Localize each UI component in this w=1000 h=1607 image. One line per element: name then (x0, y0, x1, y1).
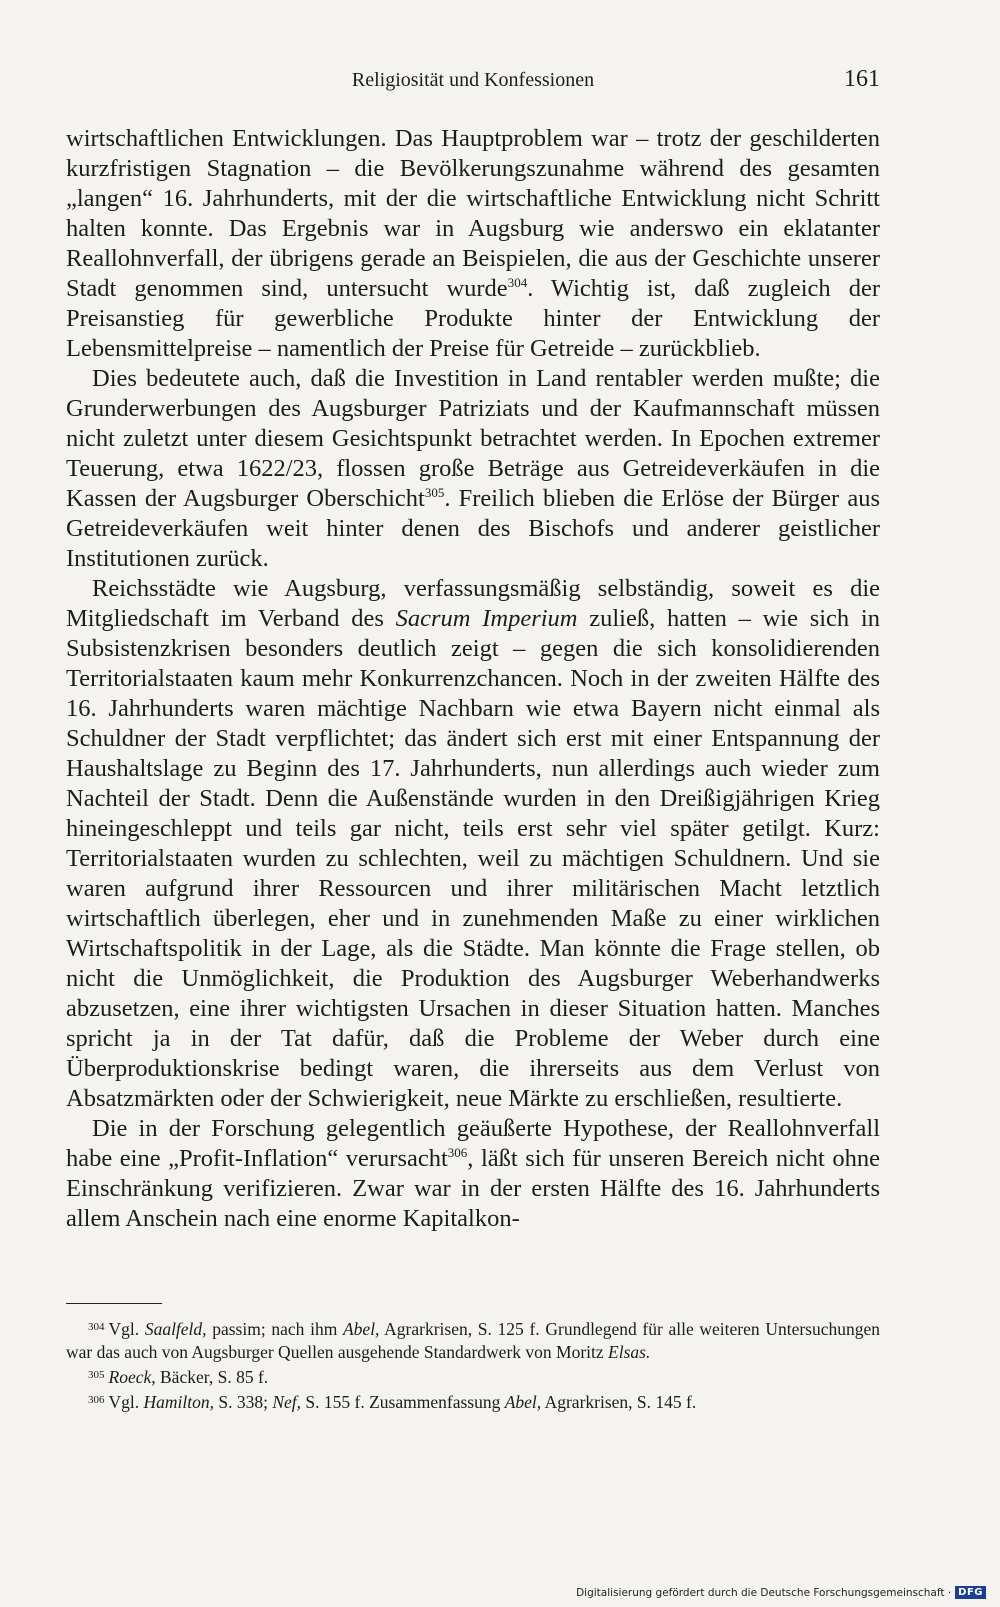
footnotes (66, 1316, 880, 1414)
footnote-text: Vgl. (108, 1392, 144, 1412)
footnote-author: Elsas. (608, 1342, 651, 1362)
footnote-divider (66, 1303, 162, 1304)
paragraph-1-tail: . Wichtig ist, daß zugleich der Preisanstieg für gewerbliche Produkte hinter der Entwicklung der Lebensmittelpreise – namentlich der Preise für Getreide – zurückblieb. (66, 275, 880, 362)
footnote-author: Abel, (342, 1319, 380, 1339)
paragraph-4-tail: , läßt sich für unseren Bereich nicht ohne Einschränkung verifizieren. Zwar war in der ersten Hälfte des 16. Jahrhunderts allem Anschein nach eine enorme Kapitalkon- (66, 1145, 880, 1232)
footnote-author: Saalfeld, (144, 1319, 207, 1339)
credit-text: Digitalisierung gefördert durch die Deutsche Forschungsgemeinschaft · (576, 1586, 952, 1599)
paragraph-2-text: Dies bedeutete auch, daß die Investition in Land rentabler werden mußte; die Grunderwerbungen des Augsburger Patriziats und der Kaufmannschaft müssen nicht zuletzt unter diesem Gesichtspunkt betrachtet werden. In Epochen extremer Teuerung, etwa 1622/23, flossen große Beträge aus Getreideverkäufen in die Kassen der Augsburger Oberschicht (66, 365, 880, 512)
footnote-text: passim; nach ihm (206, 1319, 343, 1339)
footnote-304 (66, 1316, 880, 1364)
footnote-ref-306: 306 (447, 1145, 468, 1160)
footnote-ref-304: 304 (507, 275, 528, 290)
footnote-ref-305: 305 (424, 485, 445, 500)
page-number: 161 (844, 66, 880, 92)
paragraph-1-text: wirtschaftlichen Entwicklungen. Das Hauptproblem war – trotz der geschilderten kurzfristigen Stagnation – die Bevölkerungszunahme während des gesamten „langen“ 16. Jahrhunderts, mit der die wirtschaftliche Entwicklung nicht Schritt halten konnte. Das Ergebnis war in Augsburg wie anderswo ein eklatanter Reallohnverfall, der übrigens gerade an Beispielen, die aus der Geschichte unserer Stadt genommen sind, untersucht wurde (66, 125, 880, 302)
footnote-text: S. 338; (214, 1392, 273, 1412)
paragraph-3-text: Reichsstädte wie Augsburg, verfassungsmäßig selbständig, soweit es die Mitgliedschaft im Verband des (66, 575, 880, 632)
footnote-text: Agrarkrisen, S. 125 f. Grundlegend für alle weiteren Untersuchungen war das auch von Augsburger Quellen ausgehende Standardwerk von Moritz (66, 1319, 881, 1362)
dfg-logo: DFG (955, 1586, 986, 1599)
paragraph-2-tail: . Freilich blieben die Erlöse der Bürger aus Getreideverkäufen weit hinter denen des Bischofs und anderer geistlicher Institutionen zurück. (66, 485, 880, 572)
footnote-author: Hamilton, (143, 1392, 214, 1412)
paragraph-3-tail: zuließ, hatten – wie sich in Subsistenzkrisen besonders deutlich zeigt – gegen die sich konsolidierenden Territorialstaaten kaum mehr Konkurrenzchancen. Noch in der zweiten Hälfte des 16. Jahrhunderts waren mächtige Nachbarn wie etwa Bayern nicht einmal als Schuldner der Stadt verpflichtet; das ändert sich erst mit einer Entspannung der Haushaltslage zu Beginn des 17. Jahrhunderts, nun allerdings auch wieder zum Nachteil der Stadt. Denn die Außenstände wurden in den Dreißigjährigen Krieg hineingeschleppt und teils gar nicht, teils erst sehr viel später getilgt. Kurz: Territorialstaaten wurden zu schlechten, weil zu mächtigen Schuldnern. Und sie waren aufgrund ihrer Ressourcen und ihrer militärischen Macht letztlich wirtschaftlich überlegen, eher und in zunehmenden Maße zu einer wirklichen Wirtschaftspolitik in der Lage, als die Städte. Man könnte die Frage stellen, ob nicht die Unmöglichkeit, die Produktion des Augsburger Weberhandwerks abzusetzen, eine ihrer wichtigsten Ursachen in dieser Situation hatten. Manches spricht ja in der Tat dafür, daß die Probleme der Weber durch eine Überproduktionskrise bedingt waren, die ihrerseits aus dem Verlust von Absatzmärkten oder der Schwierigkeit, neue Märkte zu erschließen, resultierte. (66, 605, 880, 1112)
footnote-text: Bäcker, S. 85 f. (155, 1367, 269, 1387)
footnote-number: 304 (88, 1321, 105, 1333)
footnote-text: Agrarkrisen, S. 145 f. (541, 1392, 697, 1412)
digitization-credit (576, 1586, 986, 1599)
paragraph-2 (66, 364, 880, 574)
footnote-number: 305 (88, 1369, 105, 1381)
running-header (66, 66, 880, 96)
paragraph-4 (66, 1114, 880, 1234)
footnote-305 (66, 1364, 880, 1389)
footnote-text: Vgl. (108, 1319, 145, 1339)
footnote-author: Roeck, (108, 1367, 156, 1387)
footnote-text: S. 155 f. Zusammenfassung (301, 1392, 505, 1412)
paragraph-4-text: Die in der Forschung gelegentlich geäußerte Hypothese, der Reallohnverfall habe eine „Profit-Inflation“ verursacht (66, 1115, 880, 1172)
footnote-number: 306 (88, 1394, 105, 1406)
paragraph-1 (66, 124, 880, 364)
italic-term: Sacrum Imperium (395, 605, 578, 632)
footnote-306 (66, 1389, 880, 1414)
footnote-author: Nef, (272, 1392, 302, 1412)
paragraph-3 (66, 574, 880, 1114)
main-text (66, 124, 880, 1234)
running-title: Religiosität und Konfessionen (351, 69, 595, 91)
footnote-author: Abel, (504, 1392, 542, 1412)
